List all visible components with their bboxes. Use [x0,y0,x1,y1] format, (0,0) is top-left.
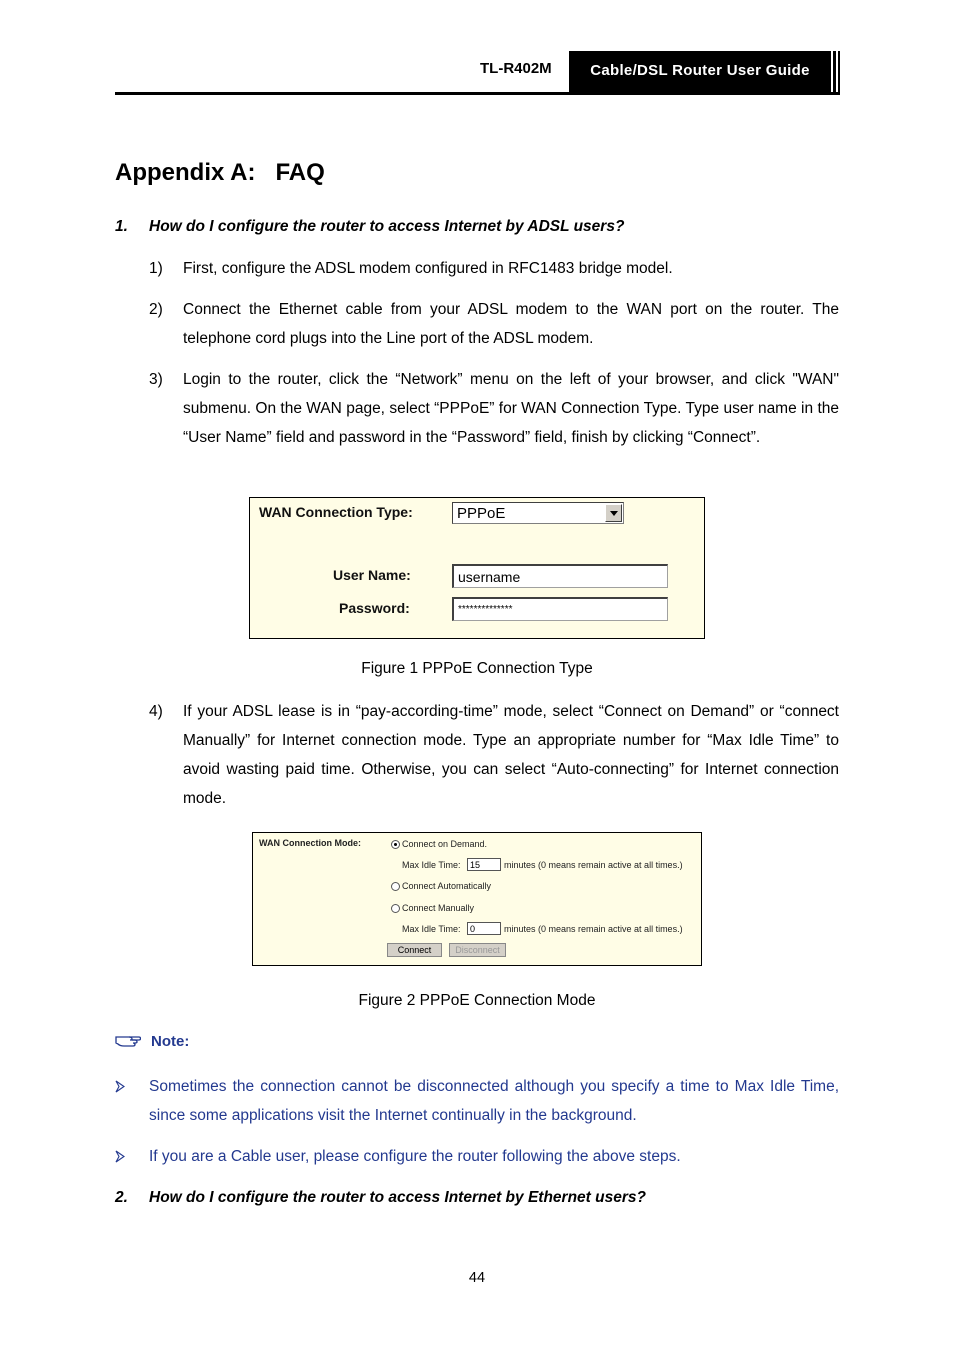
max-idle-input-1[interactable]: 15 [467,858,501,871]
question-number: 1. [115,218,128,235]
figure-1-caption: Figure 1 PPPoE Connection Type [361,660,593,677]
step-text: Connect the Ethernet cable from your ADSL modem to the WAN port on the router. The telephone cord plugs into the Line port of the ADSL modem. [183,301,839,347]
step-number: 2) [149,301,163,318]
wan-type-select[interactable] [452,502,624,524]
arrow-bullet-icon [115,1072,125,1111]
minutes-hint: minutes (0 means remain active at all times.) [504,860,683,870]
question-text: How do I configure the router to access Internet by Ethernet users? [149,1189,646,1206]
minutes-hint: minutes (0 means remain active at all times.) [504,924,683,934]
step-number: 1) [149,260,163,277]
note-text: Sometimes the connection cannot be disconnected although you specify a time to Max Idle Time, since some applications visit the Internet continually in the background. [149,1078,839,1124]
connect-button[interactable]: Connect [387,943,442,957]
chevron-down-icon[interactable] [605,504,622,522]
password-label: Password: [339,600,410,616]
note-label: Note: [151,1033,190,1050]
disconnect-button[interactable]: Disconnect [449,943,506,957]
radio-connect-on-demand[interactable] [391,840,400,849]
question-number: 2. [115,1189,128,1206]
figure-2-caption: Figure 2 PPPoE Connection Mode [358,992,596,1009]
wan-type-value: PPPoE [457,505,506,522]
note-text: If you are a Cable user, please configure the router following the above steps. [149,1148,681,1165]
arrow-bullet-icon [115,1142,125,1181]
header-guide-title: Cable/DSL Router User Guide [569,51,831,93]
question-text: How do I configure the router to access Internet by ADSL users? [149,218,625,235]
step-text: If your ADSL lease is in “pay-according-time” mode, select “Connect on Demand” or “connect Manually” for Internet connection mode. Type an appropriate number for “Max Idle Time” to avoid wasting paid time. Otherwise, you can select “Auto-connecting” for Internet connection mode. [183,703,839,807]
header-rule [115,92,840,95]
username-input[interactable]: username [452,564,668,588]
wan-mode-label: WAN Connection Mode: [259,838,361,848]
option-label: Connect on Demand. [402,839,488,849]
username-label: User Name: [333,567,411,583]
max-idle-input-2[interactable]: 0 [467,922,501,935]
step-number: 4) [149,703,163,720]
figure-2-screenshot [252,832,702,966]
password-input[interactable]: ************** [452,597,668,621]
step-text: First, configure the ADSL modem configured in RFC1483 bridge model. [183,260,673,277]
max-idle-label: Max Idle Time: [402,860,461,870]
figure-1-screenshot [249,497,705,639]
option-label: Connect Automatically [402,881,492,891]
option-label: Connect Manually [402,903,475,913]
step-text: Login to the router, click the “Network” menu on the left of your browser, and click "WAN" submenu. On the WAN page, select “PPPoE” for WAN Connection Type. Type user name in the “User Name” field and password in the “Password” field, finish by clicking “Connect”. [183,371,839,446]
radio-connect-automatically[interactable] [391,882,400,891]
step-number: 3) [149,371,163,388]
page-number: 44 [468,1270,486,1286]
pointing-hand-icon [115,1032,141,1052]
radio-connect-manually[interactable] [391,904,400,913]
header-decor-bar [838,51,840,93]
header-model: TL-R402M [480,60,552,77]
page-title: Appendix A: FAQ [115,159,325,186]
max-idle-label: Max Idle Time: [402,924,461,934]
wan-type-label: WAN Connection Type: [259,504,413,520]
header-decor-bar [833,51,836,93]
